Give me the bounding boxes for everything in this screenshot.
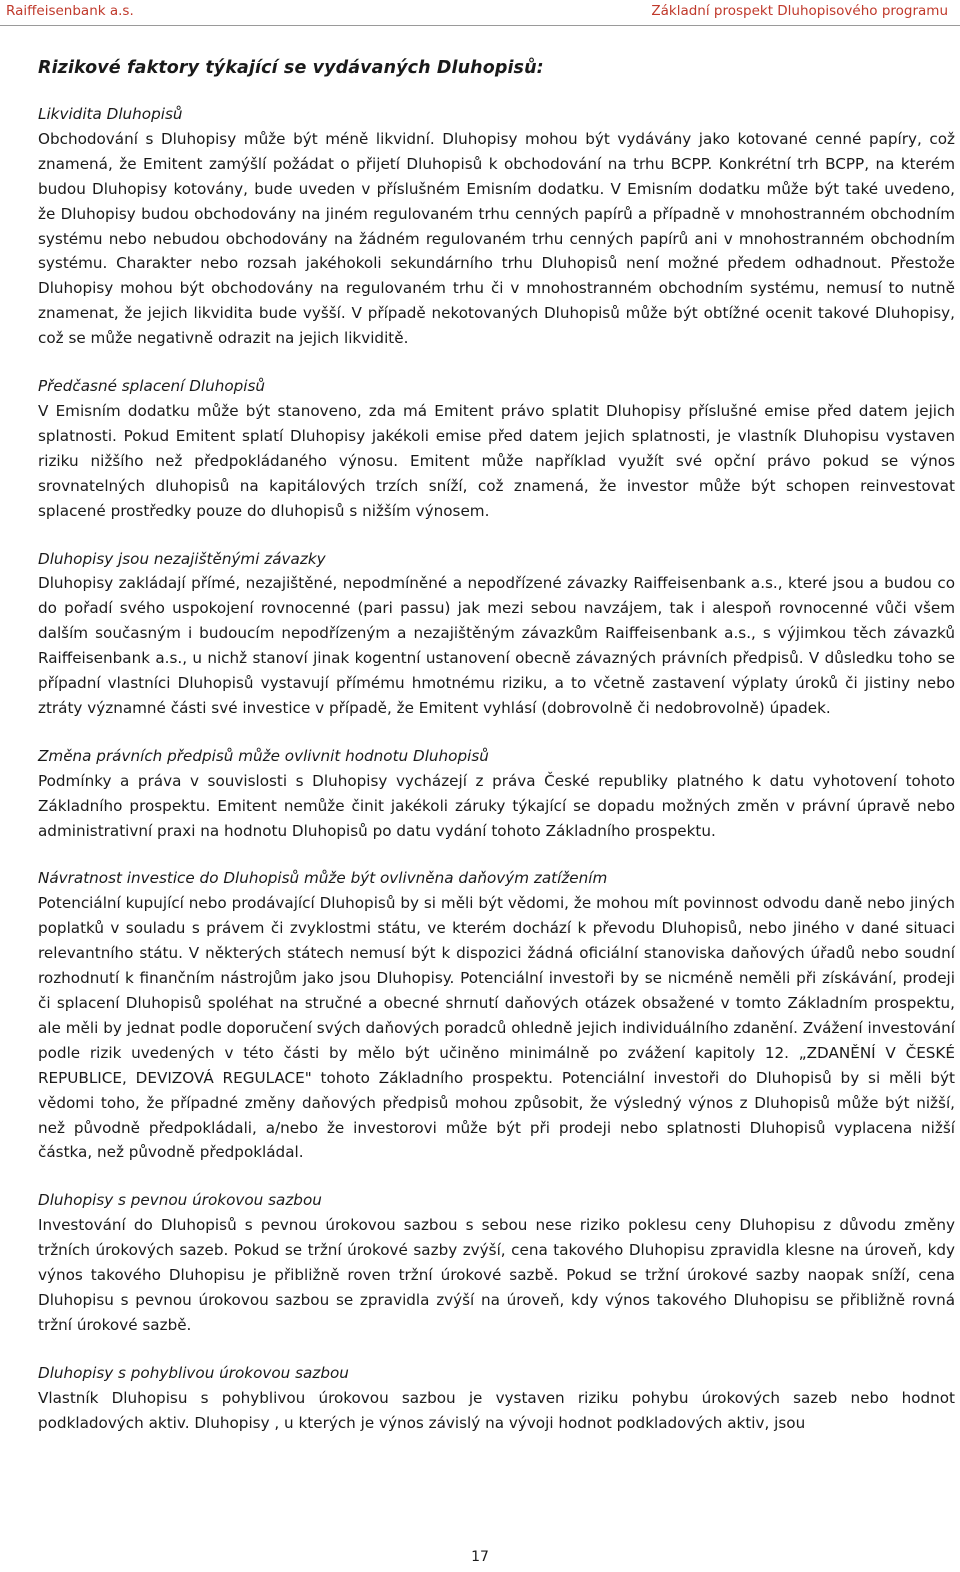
section-paragraph: Dluhopisy zakládají přímé, nezajištěné, nepodmíněné a nepodřízené závazky Raiffeisenbank a.s., které jsou a budou co do pořadí svého uspokojení rovnocenné (pari passu) jak mezi sebou navzájem, tak i alespoň rovnocenné vůči všem dalším současným i budoucím nepodřízeným a nezajištěným závazkům Raiffeisenbank a.s., s výjimkou těch závazků Raiffeisenbank a.s., u nichž stanoví jinak kogentní ustanovení obecně závazných právních předpisů. V důsledku toho se případní vlastníci Dluhopisů vystavují přímému hmotnému riziku, a to včetně zastavení výplaty úroků či jistiny nebo ztráty významné části své investice v případě, že Emitent vyhlásí (dobrovolně či nedobrovolně) úpadek. (38, 574, 955, 717)
section-heading: Dluhopisy s pevnou úrokovou sazbou (38, 1191, 322, 1210)
section-paragraph: V Emisním dodatku může být stanoveno, zda má Emitent právo splatit Dluhopisy příslušné emise před datem jejich splatnosti. Pokud Emitent splatí Dluhopisy jakékoli emise před datem jejich splatnosti, je vlastník Dluhopisu vystaven riziku nižšího než předpokládaného výnosu. Emitent může například využít své opční právo pokud se výnos srovnatelných dluhopisů na kapitálových trzích sníží, což znamená, že investor může být schopen reinvestovat splacené prostředky pouze do dluhopisů s nižším výnosem. (38, 401, 955, 520)
section-liquidity (38, 102, 955, 351)
section-heading: Změna právních předpisů může ovlivnit hodnotu Dluhopisů (38, 746, 489, 765)
section-early-redemption (38, 374, 955, 523)
section-heading: Dluhopisy s pohyblivou úrokovou sazbou (38, 1363, 349, 1382)
section-paragraph: Vlastník Dluhopisu s pohyblivou úrokovou sazbou je vystaven riziku pohybu úrokových sazeb nebo hodnot podkladových aktiv. Dluhopisy , u kterých je výnos závislý na vývoji hodnot podkladových aktiv, jsou (38, 1388, 955, 1432)
section-paragraph: Obchodování s Dluhopisy může být méně likvidní. Dluhopisy mohou být vydávány jako kotované cenné papíry, což znamená, že Emitent zamýšlí požádat o přijetí Dluhopisů k obchodování na trhu BCPP. Konkrétní trh BCPP, na kterém budou Dluhopisy kotovány, bude uveden v příslušném Emisním dodatku. V Emisním dodatku může být také uvedeno, že Dluhopisy budou obchodovány na jiném regulovaném trhu cenných papírů a případně v mnohostranném obchodním systému nebo nebudou obchodovány na žádném regulovaném trhu cenných papírů ani v mnohostranném obchodním systému. Charakter nebo rozsah jakéhokoli sekundárního trhu Dluhopisů není možné předem odhadnout. Přestože Dluhopisy mohou být obchodovány na regulovaném trhu či v mnohostranném obchodním systému, nemusí to nutně znamenat, že jejich likvidita bude vyšší. V případě nekotovaných Dluhopisů může být obtížné ocenit takové Dluhopisy, což se může negativně odrazit na jejich likviditě. (38, 129, 955, 348)
page-title: Rizikové faktory týkající se vydávaných Dluhopisů: (38, 58, 544, 78)
page-header (0, 3, 960, 25)
section-paragraph: Potenciální kupující nebo prodávající Dluhopisů by si měli být vědomi, že mohou mít povinnost odvodu daně nebo jiných poplatků v souladu s právem či zvyklostmi státu, ve kterém dochází k převodu Dluhopisů, nebo jiného v dané situaci relevantního státu. V některých státech nemusí být k dispozici žádná oficiální stanoviska daňových úřadů nebo soudní rozhodnutí k finančním nástrojům jako jsou Dluhopisy. Potenciální investoři by se nicméně neměli při získávání, prodeji či splacení Dluhopisů spoléhat na stručné a obecné shrnutí daňových otázek obsažené v tomto Základním prospektu, ale měli by jednat podle doporučení svých daňových poradců ohledně jejich individuálního zdanění. Zvážení investování podle rizik uvedených v této části by mělo být učiněno minimálně po zvážení kapitoly 12. „ZDANĚNÍ V ČESKÉ REPUBLICE, DEVIZOVÁ REGULACE" tohoto Základního prospektu. Potenciální investoři do Dluhopisů by si měli být vědomi toho, že případné změny daňových předpisů mohou způsobit, že výsledný výnos z Dluhopisů může být nižší, než původně předpokládali, a/nebo že investorovi může být při prodeji nebo splatnosti Dluhopisů vyplacena nižší částka, než původně předpokládal. (38, 894, 955, 1162)
section-heading: Předčasné splacení Dluhopisů (38, 377, 266, 396)
section-heading: Likvidita Dluhopisů (38, 105, 183, 123)
section-legal-change (38, 744, 955, 844)
section-floating-rate (38, 1361, 955, 1436)
page-number: 17 (471, 1549, 489, 1565)
section-paragraph: Podmínky a práva v souvislosti s Dluhopisy vycházejí z práva České republiky platného k datu vyhotovení tohoto Základního prospektu. Emitent nemůže činit jakékoli záruky týkající se dopadu možných změn v právní úpravě nebo administrativní praxi na hodnotu Dluhopisů po datu vydání tohoto Základního prospektu. (38, 771, 955, 840)
header-issuer: Raiffeisenbank a.s. (6, 3, 134, 19)
section-paragraph: Investování do Dluhopisů s pevnou úrokovou sazbou s sebou nese riziko poklesu ceny Dluhopisu z důvodu změny tržních úrokových sazeb. Pokud se tržní úrokové sazby zvýší, cena takového Dluhopisu zpravidla klesne na úroveň, kdy výnos takového Dluhopisu je přibližně roven tržní úrokové sazbě. Pokud se tržní úrokové sazby naopak sníží, cena Dluhopisu s pevnou úrokovou sazbou se zpravidla zvýší na úroveň, kdy výnos takového Dluhopisu se přibližně rovná tržní úrokové sazbě. (38, 1216, 955, 1334)
section-unsecured (38, 547, 955, 721)
section-fixed-rate (38, 1188, 955, 1337)
header-divider (0, 25, 960, 26)
page-content (38, 58, 955, 1459)
section-heading: Dluhopisy jsou nezajištěnými závazky (38, 549, 326, 568)
header-document-title: Základní prospekt Dluhopisového programu (651, 3, 948, 19)
section-taxation (38, 866, 955, 1165)
section-heading: Návratnost investice do Dluhopisů může být ovlivněna daňovým zatížením (38, 869, 608, 888)
